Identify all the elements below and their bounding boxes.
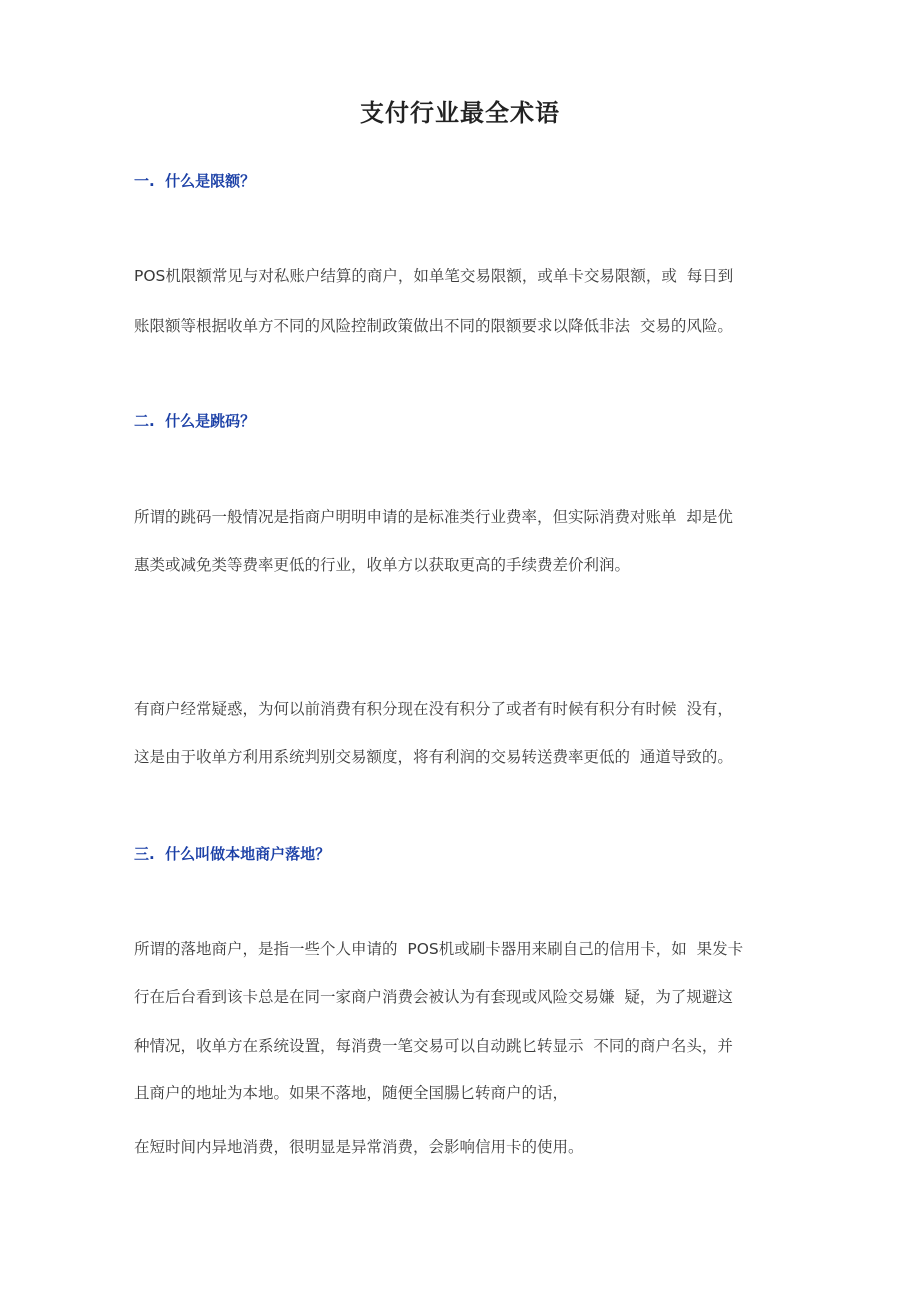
paragraph-line: 种情况，收单方在系统设置，每消费一笔交易可以自动跳匕转显示 不同的商户名头，并 [134, 1037, 733, 1055]
paragraph-line: POS机限额常见与对私账户结算的商户，如单笔交易限额，或单卡交易限额，或 每日到 [134, 267, 734, 285]
paragraph-line: 有商户经常疑惑，为何以前消费有积分现在没有积分了或者有时候有积分有时候 没有， [134, 700, 733, 718]
section-heading-code-jumping: 二. 什么是跳码？ [134, 412, 256, 430]
paragraph-line: 这是由于收单方利用系统判别交易额度，将有利润的交易转送费率更低的 通道导致的。 [134, 748, 733, 766]
paragraph-line: 惠类或减免类等费率更低的行业，收单方以获取更高的手续费差价利润。 [134, 556, 631, 574]
paragraph-line: 在短时间内异地消费，很明显是异常消费，会影响信用卡的使用。 [134, 1138, 584, 1156]
section-heading-local-merchant: 三. 什么叫做本地商户落地？ [134, 845, 331, 863]
paragraph-line: 且商户的地址为本地。如果不落地，随便全国腸匕转商户的话， [134, 1084, 569, 1102]
paragraph-line: 所谓的落地商户，是指一些个人申请的 POS机或刷卡器用来刷自己的信用卡，如 果发卡 [134, 940, 744, 958]
page-title: 支付行业最全术语 [360, 99, 560, 127]
paragraph-line: 行在后台看到该卡总是在同一家商户消费会被认为有套现或风险交易嫌 疑，为了规避这 [134, 988, 733, 1006]
section-heading-limit: 一. 什么是限额？ [134, 172, 256, 190]
paragraph-line: 所谓的跳码一般情况是指商户明明申请的是标准类行业费率，但实际消费对账单 却是优 [134, 508, 733, 526]
paragraph-line: 账限额等根据收单方不同的风险控制政策做出不同的限额要求以降低非法 交易的风险。 [134, 317, 733, 335]
